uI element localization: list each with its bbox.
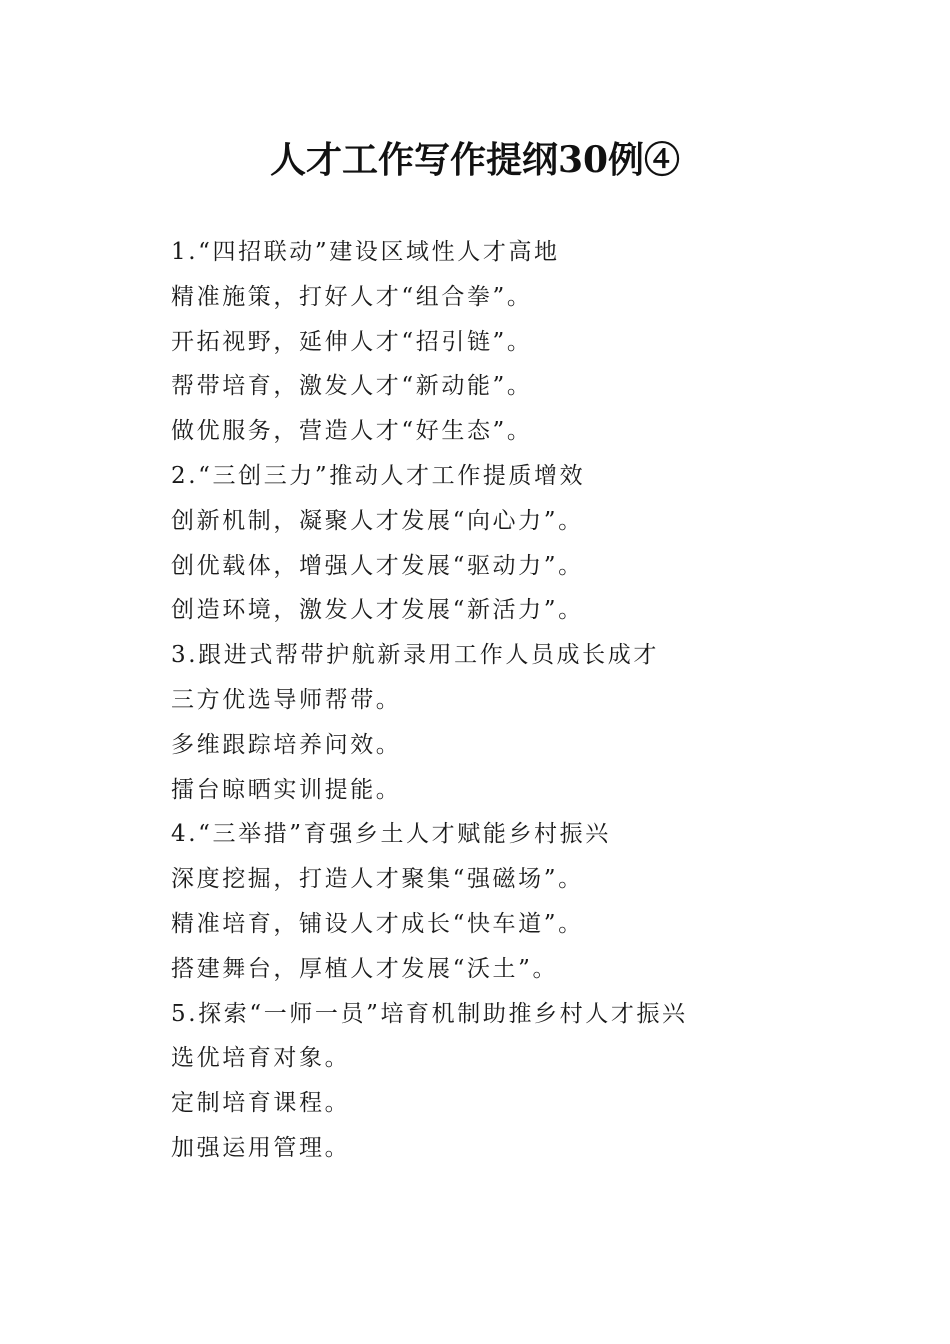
outline-point: 做优服务，营造人才“好生态”。 <box>171 418 533 445</box>
outline-point: 创造环境，激发人才发展“新活力”。 <box>171 597 584 624</box>
outline-point: 三方优选导师帮带。 <box>171 686 402 713</box>
outline-point: 选优培育对象。 <box>171 1045 351 1072</box>
outline-heading-3: 3.跟进式帮带护航新录用工作人员成长成才 <box>171 642 659 669</box>
outline-point: 精准施策，打好人才“组合拳”。 <box>171 283 533 310</box>
outline-point: 创新机制，凝聚人才发展“向心力”。 <box>171 507 584 534</box>
outline-point: 创优载体，增强人才发展“驱动力”。 <box>171 552 584 579</box>
outline-point: 擂台晾晒实训提能。 <box>171 776 402 803</box>
outline-heading-2: 2.“三创三力”推动人才工作提质增效 <box>171 462 586 489</box>
outline-heading-1: 1.“四招联动”建设区域性人才高地 <box>171 239 560 265</box>
outline-point: 精准培育，铺设人才成长“快车道”。 <box>171 910 584 937</box>
outline-point: 多维跟踪培养问效。 <box>171 731 402 758</box>
outline-heading-5: 5.探索“一师一员”培育机制助推乡村人才振兴 <box>171 1000 688 1027</box>
outline-body <box>171 230 871 1171</box>
document-title: 人才工作写作提纲30例④ <box>269 139 681 181</box>
outline-point: 加强运用管理。 <box>171 1134 351 1161</box>
outline-point: 定制培育课程。 <box>171 1090 351 1117</box>
outline-point: 搭建舞台，厚植人才发展“沃土”。 <box>171 955 559 982</box>
outline-point: 帮带培育，激发人才“新动能”。 <box>171 373 533 400</box>
outline-heading-4: 4.“三举措”育强乡土人才赋能乡村振兴 <box>171 821 611 848</box>
outline-point: 深度挖掘，打造人才聚集“强磁场”。 <box>171 866 584 893</box>
outline-point: 开拓视野，延伸人才“招引链”。 <box>171 328 533 355</box>
